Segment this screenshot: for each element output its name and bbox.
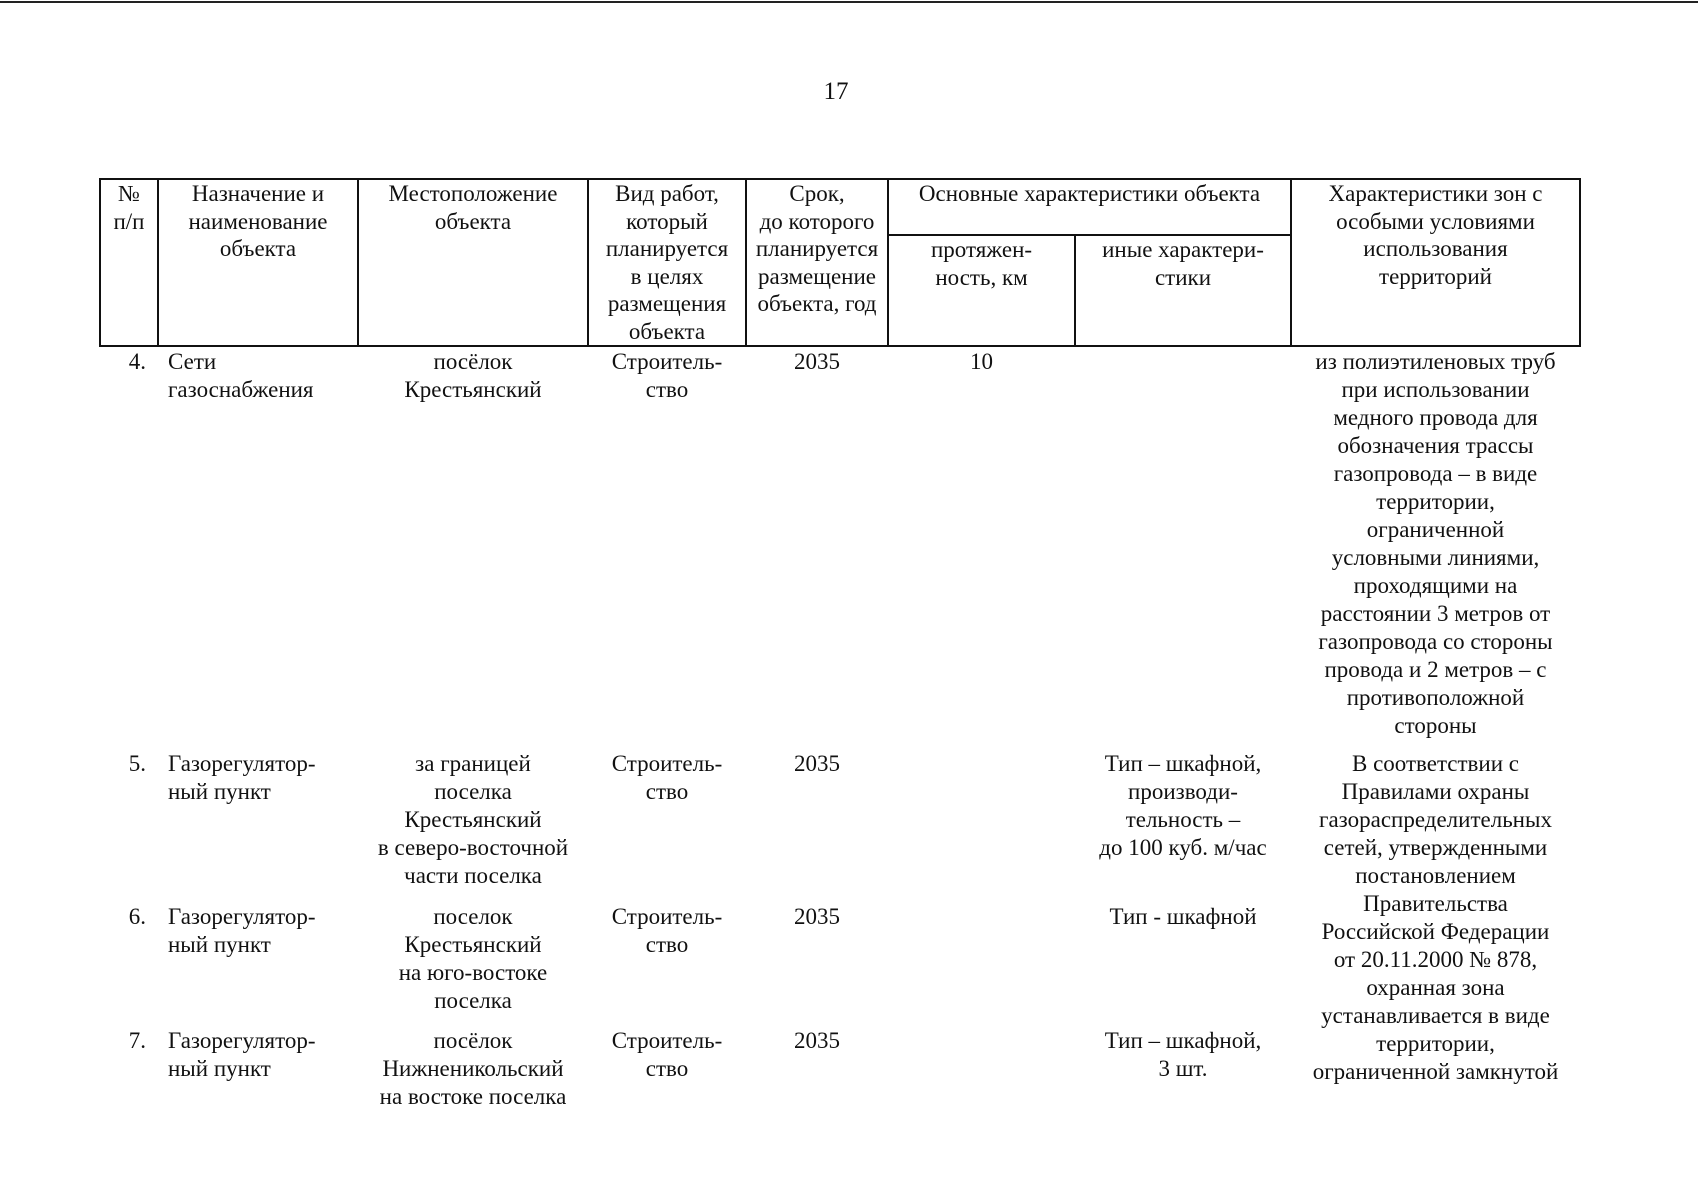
header-length: протяжен- ность, км <box>888 235 1075 346</box>
row-other: Тип – шкафной, производи- тельность – до 100 куб. м/час <box>1099 751 1267 860</box>
header-location: Местоположение объекта <box>358 179 588 346</box>
row-work-type: Строитель- ство <box>611 751 723 804</box>
header-name: Назначение и наименование объекта <box>158 179 358 346</box>
top-scan-rule <box>0 1 1698 3</box>
table-row <box>100 749 1580 902</box>
row-zone-shared: В соответствии с Правилами охраны газораспределительных сетей, утвержденными постановлением Правительства Российской Федерации от 20.11.2000 № 878, охранная зона устанавливается в виде территории, ограниченной замкнутой <box>1312 751 1559 1084</box>
row-name: Газорегулятор- ный пункт <box>168 904 316 957</box>
row-length: 10 <box>970 349 993 374</box>
row-location: посёлок Крестьянский <box>404 349 542 402</box>
row-deadline: 2035 <box>794 751 840 776</box>
header-deadline: Срок, до которого планируется размещение объекта, год <box>746 179 888 346</box>
row-length <box>888 902 1075 1026</box>
table-header <box>100 179 1580 346</box>
table-body <box>100 346 1580 1122</box>
table-row <box>100 346 1580 749</box>
page-number: 17 <box>823 78 849 105</box>
row-deadline: 2035 <box>794 1028 840 1053</box>
row-num: 4. <box>128 349 146 374</box>
row-other: Тип - шкафной <box>1109 904 1257 929</box>
row-other <box>1075 346 1291 749</box>
row-length <box>888 1026 1075 1122</box>
row-zone: из полиэтиленовых труб при использовании медного провода для обозначения трассы газопровода – в виде территории, ограниченной условными линиями, проходящими на расстоянии 3 метров от газопровода со стороны провода и 2 метров – с противоположной стороны <box>1315 349 1556 738</box>
row-location: за границей поселка Крестьянский в северо-восточной части поселка <box>377 751 569 888</box>
row-name: Газорегулятор- ный пункт <box>168 1028 316 1081</box>
row-name: Газорегулятор- ный пункт <box>168 751 316 804</box>
row-work-type: Строитель- ство <box>611 904 723 957</box>
row-deadline: 2035 <box>794 349 840 374</box>
row-location: поселок Крестьянский на юго-востоке поселка <box>398 904 548 1013</box>
header-other-characteristics: иные характери- стики <box>1075 235 1291 346</box>
header-work-type: Вид работ, который планируется в целях размещения объекта <box>588 179 746 346</box>
row-num: 6. <box>128 904 146 929</box>
row-length <box>888 749 1075 902</box>
header-main-characteristics: Основные характеристики объекта <box>888 179 1291 235</box>
row-name: Сети газоснабжения <box>168 349 314 402</box>
row-location: посёлок Нижненикольский на востоке поселка <box>379 1028 567 1109</box>
row-work-type: Строитель- ство <box>611 349 723 402</box>
row-deadline: 2035 <box>794 904 840 929</box>
row-work-type: Строитель- ство <box>611 1028 723 1081</box>
row-num: 5. <box>128 751 146 776</box>
header-num: № п/п <box>100 179 158 346</box>
planned-objects-table <box>99 178 1581 1122</box>
row-num: 7. <box>128 1028 146 1053</box>
row-other: Тип – шкафной, 3 шт. <box>1104 1028 1262 1081</box>
header-zones: Характеристики зон с особыми условиями использования территорий <box>1291 179 1580 346</box>
